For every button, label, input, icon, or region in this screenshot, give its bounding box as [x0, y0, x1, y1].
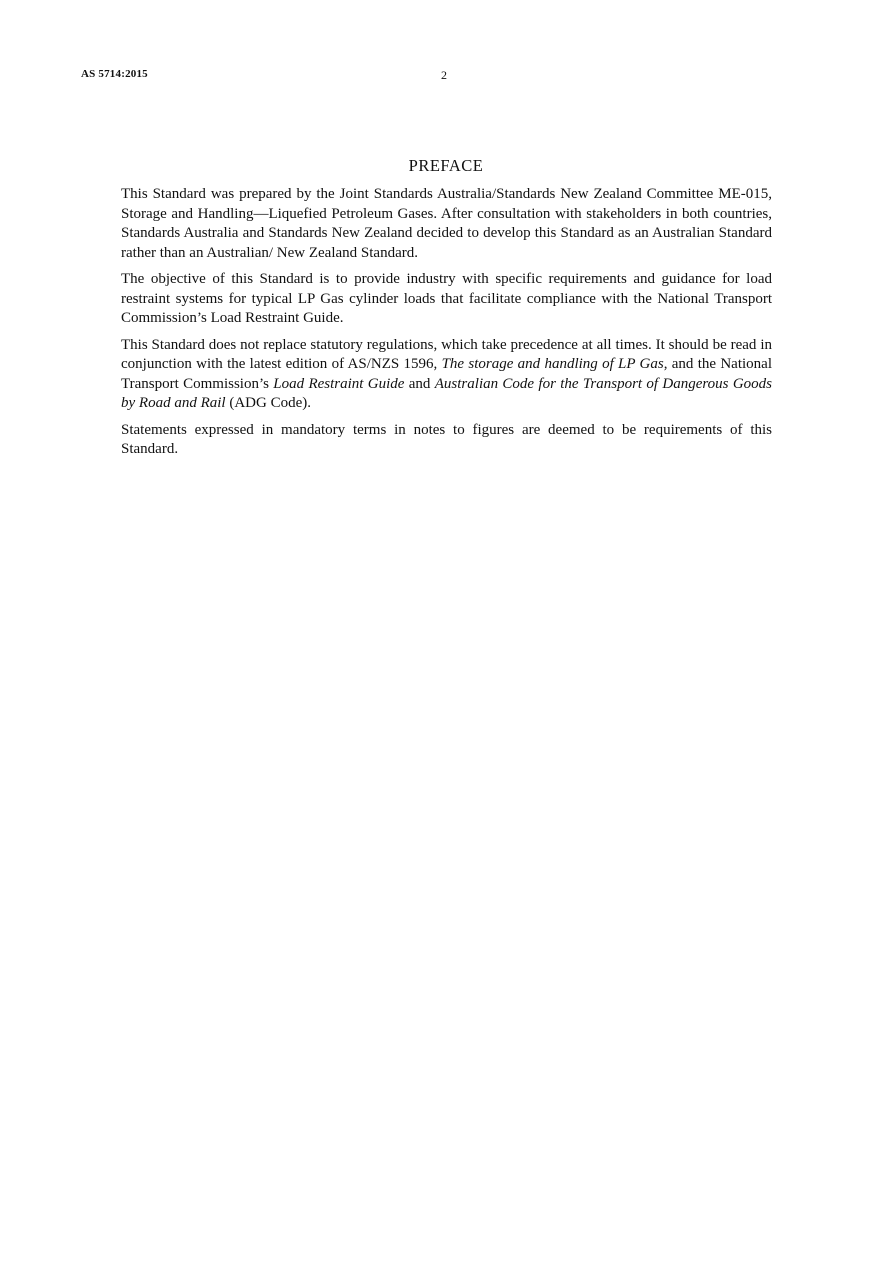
referenced-standard-title: The storage and handling of LP Gas: [441, 356, 664, 372]
paragraph-objective: The objective of this Standard is to provide industry with specific requirements and guidance for load restraint systems for typical LP Gas cylinder loads that facilitate compliance with the National Transport Commission’s Load Restraint Guide.: [121, 271, 772, 326]
document-identifier: AS 5714:2015: [81, 68, 148, 80]
regulations-text-1: This Standard does not replace statutory regulations, which take precedence at all times. It should be read in conjunction with the latest edition of AS/NZS 1596,: [121, 336, 772, 372]
regulations-text-2: , and the National Transport Commission’s: [121, 356, 772, 392]
adg-code-title: Australian Code for the Transport of Dangerous Goods by Road and Rail: [121, 375, 772, 411]
regulations-text-4: (ADG Code).: [225, 395, 311, 411]
preface-heading: PREFACE: [408, 156, 484, 175]
load-restraint-guide-title: Load Restraint Guide: [273, 375, 405, 392]
paragraph-committee: This Standard was prepared by the Joint Standards Australia/Standards New Zealand Committee ME-015, Storage and Handling—Liquefied Petroleum Gases. After consultation with stakeholders in both countries, Standards Australia and Standards New Zealand decided to develop this Standard as an Australian Standard rather than an Australian/ New Zealand Standard.: [121, 186, 772, 261]
preface-body: [121, 185, 772, 467]
paragraph-mandatory-notes: Statements expressed in mandatory terms in notes to figures are deemed to be requirements of this Standard.: [121, 421, 772, 457]
paragraph-regulations: [121, 336, 772, 414]
regulations-text-3: and: [404, 375, 435, 392]
page-number: 2: [441, 68, 447, 82]
